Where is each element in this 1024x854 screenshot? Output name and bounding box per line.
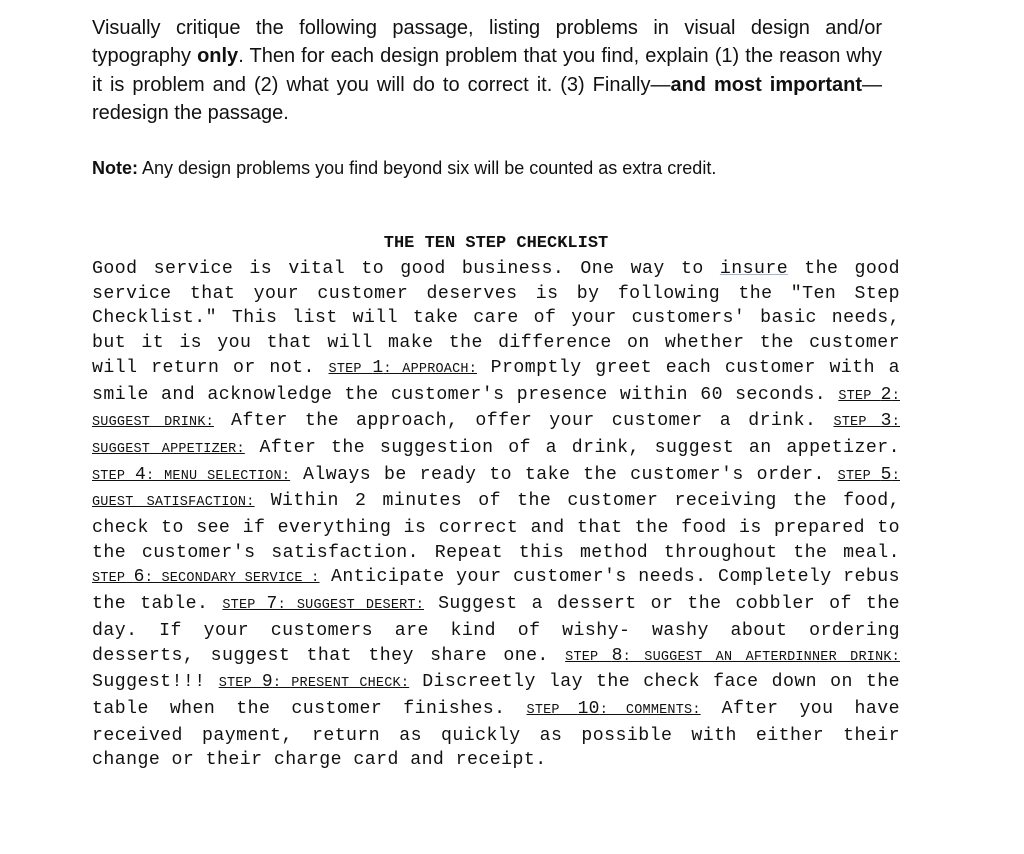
step-1-text: Promptly greet each customer with a smile and acknowledge the customer's presence within 60 seconds. — [92, 357, 900, 405]
instructions-paragraph — [92, 14, 882, 127]
instructions-bold-only: only — [197, 45, 239, 68]
step-7-text: Suggest a dessert or the cobbler of the day. If your customers are kind of wishy- washy about ordering desserts, suggest that they share one. — [92, 594, 900, 666]
instructions-text-1: Visually critique the following passage, listing problems in visual design and/or typography — [92, 17, 882, 68]
passage-intro-a: Good service is vital to good business. One way to — [92, 259, 720, 279]
step-10-text: After you have received payment, return as quickly as possible with either their change or their charge card and receipt. — [92, 698, 900, 771]
note-text: Any design problems you find beyond six will be counted as extra credit. — [138, 158, 717, 178]
step-2-text: After the approach, offer your customer a drink. — [213, 411, 834, 432]
step-7-label: STEP 7: SUGGEST DESERT: — [222, 594, 425, 615]
flagged-word-insure: insure — [719, 259, 789, 279]
step-2-label: STEP 2: SUGGEST DRINK: — [92, 384, 900, 431]
step-5-text: Within 2 minutes of the customer receiving the food, check to see if everything is correct and that the food is prepared to the customer's satisfaction. Repeat this method throughout the meal. — [92, 491, 900, 563]
note-paragraph — [92, 155, 892, 181]
passage-body — [92, 257, 900, 773]
step-4-text: Always be ready to take the customer's order. — [290, 464, 838, 485]
step-6-label: STEP 6: SECONDARY SERVICE : — [92, 567, 320, 588]
step-8-text: Suggest!!! — [92, 672, 219, 693]
step-3-label: STEP 3: SUGGEST APPETIZER: — [92, 411, 900, 457]
step-3-text: After the suggestion of a drink, suggest an appetizer. — [244, 437, 900, 458]
step-9-text: Discreetly lay the check face down on the table when the customer finishes. — [92, 672, 900, 719]
instructions-bold-most-important: and most important — [670, 73, 863, 96]
step-4-label: STEP 4: MENU SELECTION: — [92, 464, 291, 485]
step-6-text: Anticipate your customer's needs. Completely rebus the table. — [92, 567, 900, 615]
step-9-label: STEP 9: PRESENT CHECK: — [218, 672, 410, 693]
passage-title: THE TEN STEP CHECKLIST — [383, 234, 609, 253]
passage-intro-b: the good service that your customer deserves is by following the "Ten Step Checklist." This list will take care of your customers' basic needs, but it is you that will make the difference on whether the customer will return or not. — [92, 259, 900, 378]
step-1-label: STEP 1: APPROACH: — [328, 357, 477, 378]
step-5-label: STEP 5: GUEST SATISFACTION: — [92, 464, 900, 511]
note-label: Note: — [92, 158, 138, 178]
instructions-text-2: . Then for each design problem that you find, explain (1) the reason why it is problem and (2) what you will do to correct it. (3) Finally— — [92, 45, 882, 96]
instructions-text-3: —redesign the passage. — [92, 73, 883, 124]
step-10-label: STEP 10: COMMENTS: — [526, 698, 701, 719]
step-8-label: STEP 8: SUGGEST AN AFTERDINNER DRINK: — [565, 645, 900, 666]
